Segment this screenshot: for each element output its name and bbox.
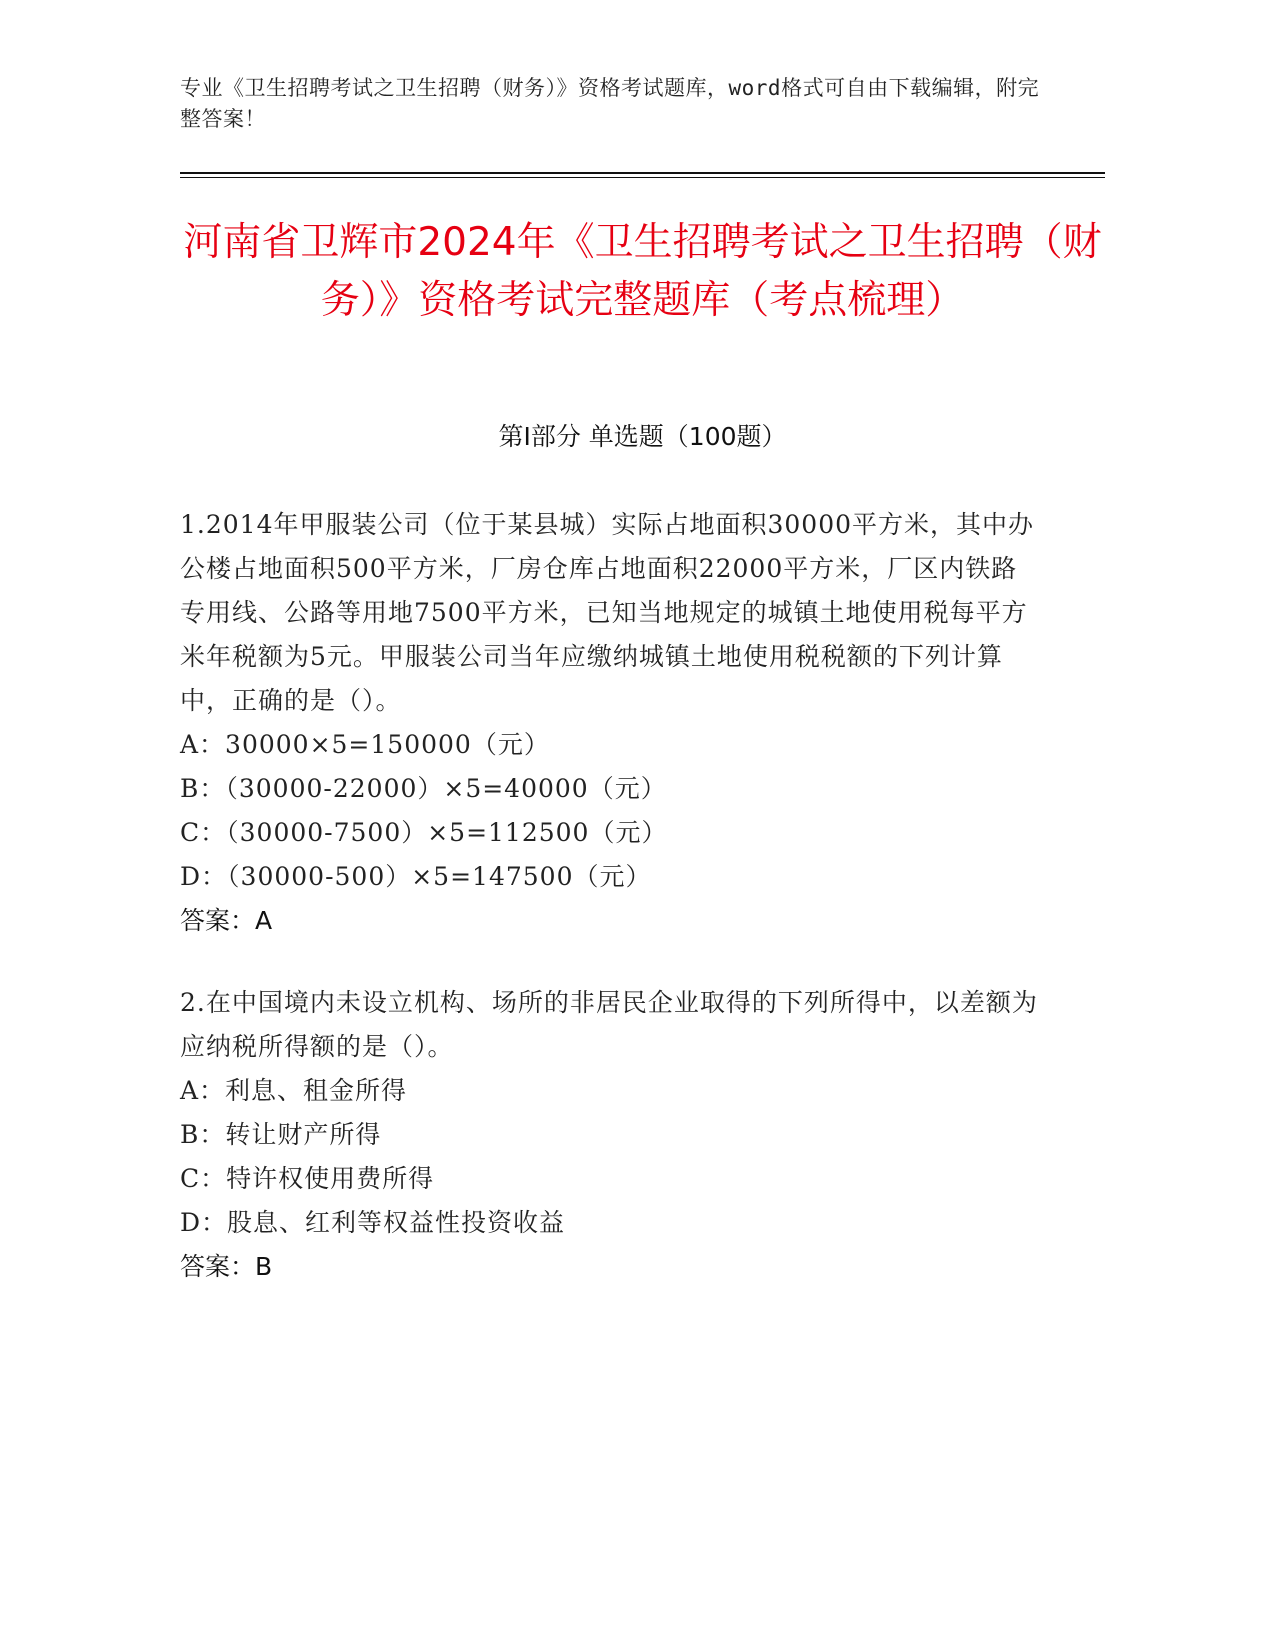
option-b: B：（30000-22000）×5=40000（元） [180, 774, 667, 803]
header-note: 专业《卫生招聘考试之卫生招聘（财务）》资格考试题库，word格式可自由下载编辑，附完整答案！ [180, 76, 1040, 131]
header-divider-thick [180, 172, 1105, 174]
answer-label: 答案：B [180, 1252, 273, 1281]
option-c: C：特许权使用费所得 [180, 1164, 435, 1193]
header-divider-thin [180, 177, 1105, 178]
document-page [180, 0, 1105, 1650]
section-heading: 第Ⅰ部分 单选题（100题） [498, 422, 787, 451]
question-stem: 2.在中国境内未设立机构、场所的非居民企业取得的下列所得中，以差额为应纳税所得额的是（）。 [180, 988, 1038, 1061]
option-d: D：（30000-500）×5=147500（元） [180, 862, 652, 891]
question-2 [180, 981, 1040, 1289]
option-c: C：（30000-7500）×5=112500（元） [180, 818, 668, 847]
option-d: D：股息、红利等权益性投资收益 [180, 1208, 566, 1237]
question-1 [180, 503, 1040, 943]
option-b: B：转让财产所得 [180, 1120, 382, 1149]
question-stem: 1.2014年甲服装公司（位于某县城）实际占地面积30000平方米，其中办公楼占地面积500平方米，厂房仓库占地面积22000平方米，厂区内铁路专用线、公路等用地7500平方米，已知当地规定的城镇土地使用税每平方米年税额为5元。甲服装公司当年应缴纳城镇土地使用税税额的下列计算中，正确的是（）。 [180, 510, 1035, 715]
option-a: A：利息、租金所得 [180, 1076, 408, 1105]
option-a: A：30000×5=150000（元） [180, 730, 550, 759]
answer-label: 答案：A [180, 906, 273, 935]
document-title: 河南省卫辉市2024年《卫生招聘考试之卫生招聘（财务）》资格考试完整题库（考点梳理） [183, 220, 1102, 323]
